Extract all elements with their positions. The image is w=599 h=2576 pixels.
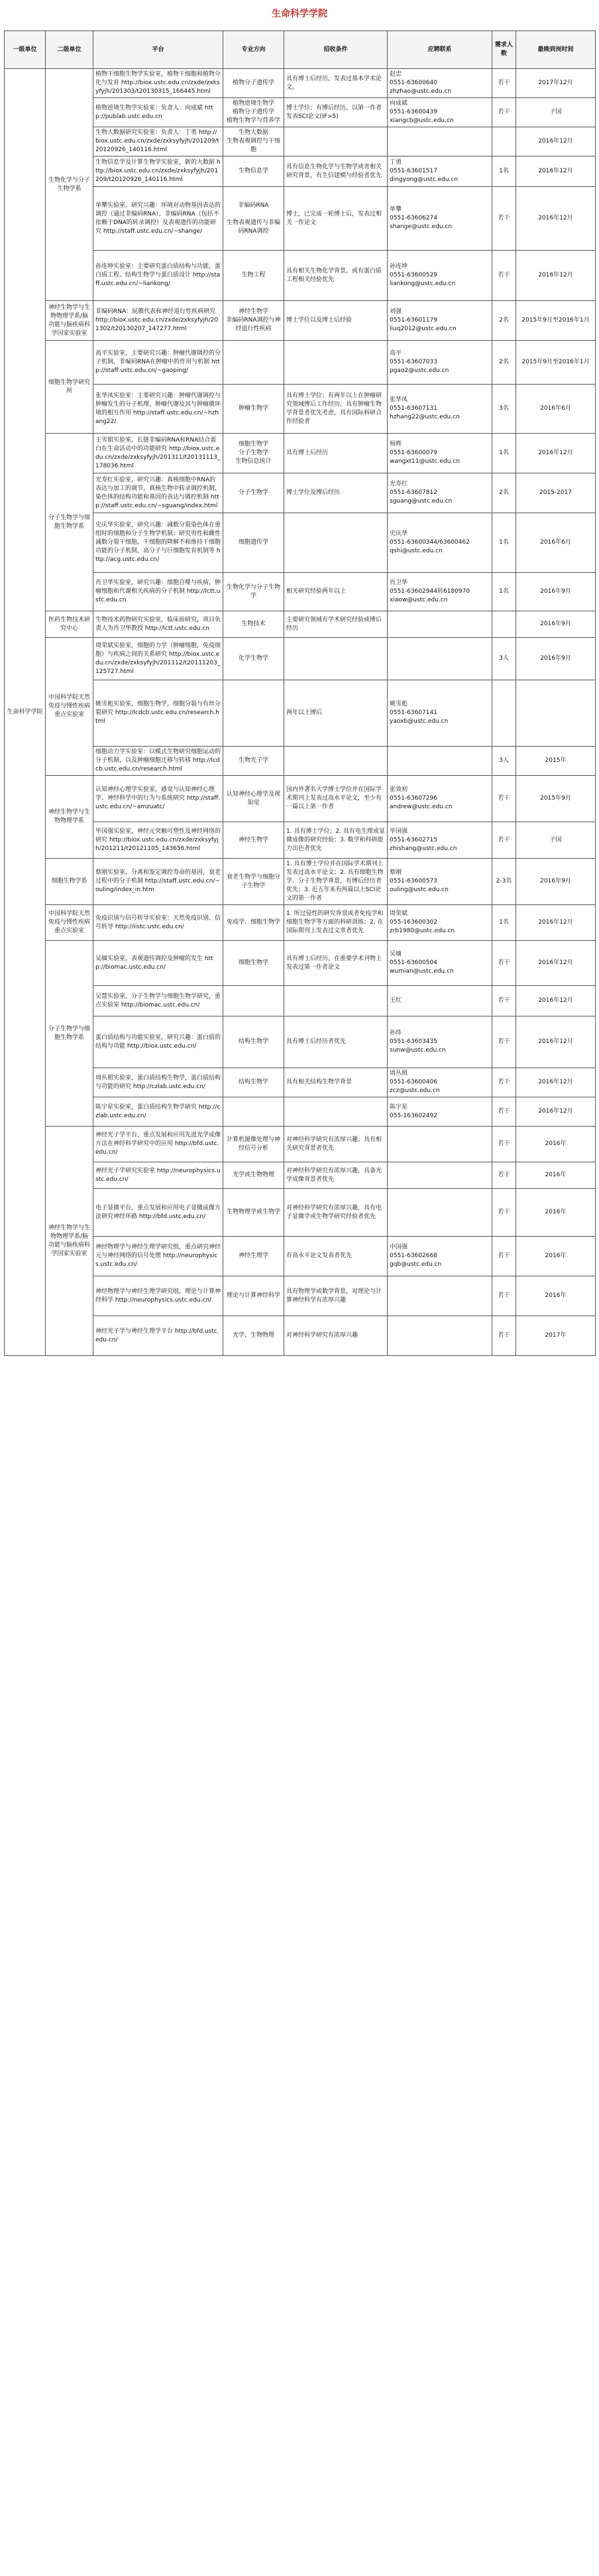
- unit-cell: 神经生物学与生物物理学系: [46, 776, 93, 859]
- platform-cell[interactable]: 神经光子学平台，重点发展和应用先进光学成像方法在神经科学研究中的应用 http://bfd.ustc.edu.cn/: [93, 1127, 223, 1162]
- quota-cell: 若干: [492, 98, 516, 127]
- unit-cell: 神经生物学与生物物理学系/脑功能与脑疾病科学国家实验室: [46, 301, 93, 341]
- contact-cell[interactable]: 姚雪彪 0551-63607141 yaoxb@ustc.edu.cn: [388, 680, 492, 747]
- quota-cell: 2名: [492, 473, 516, 513]
- platform-cell[interactable]: 张华凤实验室：主要研究兴趣：肿瘤代谢调控与肿瘤发生的分子机理，肿瘤代谢及其与肿瘤微环境的相互作用 http://staff.ustc.edu.cn/~hzhang22/: [93, 385, 223, 434]
- major-cell: [223, 1097, 284, 1127]
- quota-cell: 若干: [492, 1068, 516, 1097]
- contact-cell[interactable]: [388, 747, 492, 776]
- table-row: [5, 434, 596, 473]
- condition-cell: 具有相关生物化学背景，或有蛋白质工程相关经验优先: [284, 251, 388, 301]
- major-cell: 生物大数据 生物表观调控与干细胞: [223, 127, 284, 156]
- contact-cell[interactable]: 陈宇星 055-163602492: [388, 1097, 492, 1127]
- deadline-cell: 2016年9月: [516, 573, 596, 611]
- deadline-cell: 2016年9月: [516, 611, 596, 638]
- platform-cell[interactable]: 吴缅实验室，表观遗传调控及肿瘤的发生 http://biomac.ustc.edu.cn/: [93, 941, 223, 986]
- platform-cell[interactable]: 认知神经心理学实验室，感觉与认知神经心理学、神经科学中的行为与系统研究 http://staff.ustc.edu.cn/~amzuatc/: [93, 776, 223, 822]
- condition-cell: [284, 127, 388, 156]
- contact-cell[interactable]: 肖卫华 0551-63602944转6180970 xiaow@ustc.edu.cn: [388, 573, 492, 611]
- platform-cell[interactable]: 孙连坤实验室：主要研究蛋白质结构与功能，蛋白质工程、结构生物学与蛋白质设计 http://staff.ustc.edu.cn/~liankong/: [93, 251, 223, 301]
- platform-cell[interactable]: 植物干细胞生物学实验室，植物干细胞和植物分化与发育 http://biox.ustc.edu.cn/zxde/zxksyfyjh/201303/t20130315_166445.html: [93, 69, 223, 98]
- condition-cell: 具有博士后经历，在重要学术刊物上发表过第一作者论文: [284, 941, 388, 986]
- condition-cell: 对神经科学研究有浓厚兴趣，具备光学成像背景者优先: [284, 1162, 388, 1189]
- platform-cell[interactable]: 吴慧实验室，分子生物学与细胞生物学研究，重点实验室 http://biomac.ustc.edu.cn/: [93, 986, 223, 1016]
- condition-cell: 博士，已完成一轮博士后，发表过相关一作论文: [284, 187, 388, 251]
- major-cell: 肿瘤生物学: [223, 385, 284, 434]
- table-row: [5, 638, 596, 680]
- table-row: [5, 341, 596, 385]
- condition-cell: 具有物理学或数学背景，对理论与计算神经科学有浓厚兴趣: [284, 1276, 388, 1316]
- deadline-cell: 2016年12月: [516, 434, 596, 473]
- platform-cell[interactable]: 植物逆境生物学实验室：负责人：向成斌 http://publab.ustc.edu.cn: [93, 98, 223, 127]
- unit-cell: 分子生物学与细胞生物学系: [46, 941, 93, 1127]
- major-cell: [223, 341, 284, 385]
- major-cell: 计算机图像处理与神经信号分析: [223, 1127, 284, 1162]
- quota-cell: 若干: [492, 1016, 516, 1068]
- deadline-cell: 2016年9月: [516, 638, 596, 680]
- college-cell: 生命科学学院: [5, 69, 46, 1356]
- unit-cell: 神经生物学与生物物理学系/脑功能与脑疾病科学国家实验室: [46, 1127, 93, 1356]
- unit-cell: 医药生物技术研究中心: [46, 611, 93, 638]
- major-cell: 理论与计算神经科学: [223, 1276, 284, 1316]
- major-cell: 生物物理学或生物学: [223, 1189, 284, 1237]
- deadline-cell: 2016年: [516, 1237, 596, 1276]
- contact-cell[interactable]: 高平 0551-63607033 pgao2@ustc.edu.cn: [388, 341, 492, 385]
- condition-cell: 博士学位及博后经历: [284, 473, 388, 513]
- platform-cell[interactable]: 生物信息学及计算生物学实验室，新的大数据 http://biox.ustc.edu.cn/zxde/zxksyfyjh/201209/t20120926_140116.html: [93, 156, 223, 187]
- major-cell: 细胞生物学: [223, 941, 284, 986]
- platform-cell[interactable]: 蛋白质结构与功能实验室，研究兴趣：蛋白质的结构与功能 http://biox.ustc.edu.cn/: [93, 1016, 223, 1068]
- quota-cell: 1名: [492, 434, 516, 473]
- condition-cell: 具有博士学位；有两年以上在肿瘤研究领域博后工作经历，具有肿瘤生物学背景者优先考虑，具有国际科研合作经验者: [284, 385, 388, 434]
- table-row: [5, 156, 596, 187]
- quota-cell: 1名: [492, 573, 516, 611]
- table-row: [5, 573, 596, 611]
- major-cell: 光学或生物物理: [223, 1162, 284, 1189]
- table-body: [5, 69, 596, 1356]
- platform-cell[interactable]: 肖卫华实验室，研究兴趣：细胞自噬与疾病，肿瘤细胞和代谢相关疾病的分子机制 http://lctt.ustc.edu.cn: [93, 573, 223, 611]
- col-header: 最晚到岗时间: [516, 31, 596, 69]
- major-cell: 认知神经心理学及视知觉: [223, 776, 284, 822]
- condition-cell: 具有博士后经历，发表过基本学术论文。: [284, 69, 388, 98]
- table-row: [5, 1276, 596, 1316]
- contact-cell[interactable]: 杨辉 0551-63600079 wangxt11@ustc.edu.cn: [388, 434, 492, 473]
- quota-cell: 1名: [492, 905, 516, 941]
- quota-cell: [492, 611, 516, 638]
- platform-cell[interactable]: 神经物理学与神经生理学研究组，理论与计算神经科学 http://neurophysics.ustc.edu.cn/: [93, 1276, 223, 1316]
- contact-cell[interactable]: 周丛照 0551-63600406 zcz@ustc.edu.cn: [388, 1068, 492, 1097]
- table-row: [5, 1127, 596, 1162]
- table-row: [5, 1189, 596, 1237]
- condition-cell: 两年以上博后: [284, 680, 388, 747]
- unit-cell: 生物化学与分子生物学系: [46, 69, 93, 301]
- deadline-cell: 2015年: [516, 747, 596, 776]
- col-header: 专业方向: [223, 31, 284, 69]
- major-cell: 结构生物学: [223, 1068, 284, 1097]
- table-row: [5, 747, 596, 776]
- quota-cell: 1名: [492, 156, 516, 187]
- contact-cell[interactable]: 单攀 0551-63606274 shange@ustc.edu.cn: [388, 187, 492, 251]
- condition-cell: 具有相关结构生物学背景: [284, 1068, 388, 1097]
- deadline-cell: 2015年9月: [516, 776, 596, 822]
- platform-cell[interactable]: 王雪娟实验室，长链非编码RNA和RNA结合蛋白在生命活动中的功能研究 http://biox.ustc.edu.cn/zxde/zxksyfyjh/201311/t20131113_178036.html: [93, 434, 223, 473]
- major-cell: 植物分子遗传学: [223, 69, 284, 98]
- quota-cell: 若干: [492, 1276, 516, 1316]
- contact-cell[interactable]: 史庆华 0551-63600344/63600462 qshi@ustc.edu.cn: [388, 513, 492, 573]
- col-header: 平台: [93, 31, 223, 69]
- deadline-cell: 2016年6月: [516, 385, 596, 434]
- condition-cell: 对神经科学研究有浓厚兴趣: [284, 1316, 388, 1356]
- major-cell: 化学生物学: [223, 638, 284, 680]
- table-row: [5, 822, 596, 859]
- platform-cell[interactable]: 毕国强实验室，神经元突触可塑性及神经网络的研究 http://biox.ustc.edu.cn/zxde/zxksyfyjh/201211/t20121105_143656.html: [93, 822, 223, 859]
- quota-cell: 若干: [492, 941, 516, 986]
- major-cell: 衰老生物学与细胞分子生物学: [223, 859, 284, 905]
- deadline-cell: 2015年9月至2016年1月: [516, 301, 596, 341]
- contact-cell[interactable]: 吴缅 0551-63600504 wumian@ustc.edu.cn: [388, 941, 492, 986]
- table-header-row: [5, 31, 596, 69]
- page-title: 生命科学学院: [272, 9, 327, 19]
- deadline-cell: 子国: [516, 98, 596, 127]
- contact-cell[interactable]: 刘强 0551-63601179 liuq2012@ustc.edu.cn: [388, 301, 492, 341]
- contact-cell[interactable]: 中国强 0551-63602668 gqb@ustc.edu.cn: [388, 1237, 492, 1276]
- contact-cell[interactable]: [388, 1276, 492, 1316]
- contact-cell[interactable]: 蔡刚 0551-63600573 ouling@ustc.edu.cn: [388, 859, 492, 905]
- quota-cell: 若干: [492, 1316, 516, 1356]
- deadline-cell: 2017年12月: [516, 69, 596, 98]
- condition-cell: 具有博士后经历: [284, 434, 388, 473]
- deadline-cell: 2016年12月: [516, 1068, 596, 1097]
- deadline-cell: 2017年: [516, 1316, 596, 1356]
- table-row: [5, 69, 596, 98]
- deadline-cell: 2016年12月: [516, 251, 596, 301]
- quota-cell: 3人: [492, 747, 516, 776]
- quota-cell: 2名: [492, 341, 516, 385]
- platform-cell[interactable]: 周荣斌实验室，细胞的力学（肿瘤细胞，免疫细胞）与疾病之间的关系研究 http://biox.ustc.edu.cn/zxde/zxksyfyjh/201112/t20111203_125727.html: [93, 638, 223, 680]
- platform-cell[interactable]: 神经光子学研究实验室 http://neurophysics.ustc.edu.cn/: [93, 1162, 223, 1189]
- col-header: 一级单位: [5, 31, 46, 69]
- platform-cell[interactable]: 史庆华实验室，研究兴趣：减数分裂染色体在重组时的细胞和分子生物学机制；研究男性和雌性减数分裂干细胞，干细胞的降解不和维持干细胞功能的分子机制，高分子与巨细胞发育机制等 http://acg.ustc.edu.cn/: [93, 513, 223, 573]
- contact-cell[interactable]: [388, 611, 492, 638]
- quota-cell: 若干: [492, 251, 516, 301]
- quota-cell: 若干: [492, 986, 516, 1016]
- platform-cell[interactable]: 免疫识别与信号转导实验室：天然免疫识别、信号转导 http://iistc.ustc.edu.cn/: [93, 905, 223, 941]
- condition-cell: 相关研究经验两年以上: [284, 573, 388, 611]
- recruitment-table: [4, 31, 596, 1356]
- deadline-cell: 2016年12月: [516, 941, 596, 986]
- condition-cell: [284, 341, 388, 385]
- table-row: [5, 1016, 596, 1068]
- quota-cell: 若干: [492, 187, 516, 251]
- quota-cell: 2-3名: [492, 859, 516, 905]
- table-row: [5, 1237, 596, 1276]
- major-cell: 生物技术: [223, 611, 284, 638]
- condition-cell: 1. 具有博士学位；2. 具有电生理或显微成像的研究经验；3. 数学和科研能力出色者优先: [284, 822, 388, 859]
- table-row: [5, 127, 596, 156]
- major-cell: 分子生物学: [223, 473, 284, 513]
- contact-cell[interactable]: 孙炜 0551-63603435 sunw@ustc.edu.cn: [388, 1016, 492, 1068]
- quota-cell: 若干: [492, 69, 516, 98]
- quota-cell: 若干: [492, 1162, 516, 1189]
- deadline-cell: 2015-2017: [516, 473, 596, 513]
- major-cell: 非编码RNA 生物表观遗传与非编码RNA调控: [223, 187, 284, 251]
- deadline-cell: [516, 680, 596, 747]
- deadline-cell: 2016年: [516, 1127, 596, 1162]
- major-cell: 神经生物学: [223, 822, 284, 859]
- platform-cell[interactable]: 周丛照实验室，蛋白质结构生物学，蛋白质结构与功能的研究 http://czlab.ustc.edu.cn/: [93, 1068, 223, 1097]
- condition-cell: [284, 986, 388, 1016]
- unit-cell: 分子生物学与细胞生物学系: [46, 434, 93, 611]
- major-cell: 生物化学与分子生物学: [223, 573, 284, 611]
- contact-cell[interactable]: 丁勇 0551-63601517 dingyong@ustc.edu.cn: [388, 156, 492, 187]
- deadline-cell: 2016年12月: [516, 187, 596, 251]
- table-row: [5, 473, 596, 513]
- deadline-cell: 2016年12月: [516, 1016, 596, 1068]
- condition-cell: 主要研究领域有学术研究经验或博后经历: [284, 611, 388, 638]
- platform-cell[interactable]: 单攀实验室，研究兴趣：环境对动物基因表达的调控（通过非编码RNA），非编码RNA（包括不依赖于DNA的转录调控）及表观遗传的功能研究 http://staff.ustc.edu.cn/~shange/: [93, 187, 223, 251]
- condition-cell: 有高水平论文发表者优先: [284, 1237, 388, 1276]
- table-row: [5, 187, 596, 251]
- contact-cell[interactable]: [388, 1316, 492, 1356]
- deadline-cell: 2016年6月: [516, 513, 596, 573]
- table-row: [5, 611, 596, 638]
- quota-cell: [492, 680, 516, 747]
- deadline-cell: 2016年: [516, 1276, 596, 1316]
- platform-cell[interactable]: 陈宇星实验室，蛋白质结构生物学研究 http://czlab.ustc.edu.cn/: [93, 1097, 223, 1127]
- table-row: [5, 1097, 596, 1127]
- platform-cell[interactable]: 蔡刚实验室，分离和鉴定调控寿命的基因，衰老过程中的分子机制 http://staff.ustc.edu.cn/~ouling/index_in.htm: [93, 859, 223, 905]
- condition-cell: 1. 所过侵性的研究背景或者免疫学和细胞生物学等方面的科研训练；2. 在国际期刊上发表过文章者优先: [284, 905, 388, 941]
- platform-cell[interactable]: 光寿红实验室，研究兴趣：真核细胞中RNA的表达与加工的调节，真核生物中转录调控机制，染色体的结构功能和基因的表达与调控机制 http://staff.ustc.edu.cn/~sguang/index.html: [93, 473, 223, 513]
- condition-cell: 具有博士后经历者优先: [284, 1016, 388, 1068]
- deadline-cell: 2016年12月: [516, 127, 596, 156]
- platform-cell[interactable]: 姚雪彪实验室，细胞生物学，细胞分裂与有丝分裂研究 http://lcdcb.ustc.edu.cn/research.html: [93, 680, 223, 747]
- deadline-cell: 2016年12月: [516, 1097, 596, 1127]
- major-cell: 生物光子学: [223, 747, 284, 776]
- quota-cell: 2名: [492, 301, 516, 341]
- major-cell: 细胞遗传学: [223, 513, 284, 573]
- deadline-cell: 2016年9月: [516, 859, 596, 905]
- major-cell: [223, 680, 284, 747]
- deadline-cell: 2016年: [516, 1189, 596, 1237]
- quota-cell: 若干: [492, 822, 516, 859]
- quota-cell: 若干: [492, 1097, 516, 1127]
- unit-cell: 中国科学院天然免疫与慢性疾病重点实验室: [46, 638, 93, 776]
- table-row: [5, 1068, 596, 1097]
- condition-cell: 博士学位；有博后经历，以第一作者发表SCI论文(IF>5): [284, 98, 388, 127]
- quota-cell: 若干: [492, 1127, 516, 1162]
- table-row: [5, 251, 596, 301]
- platform-cell[interactable]: 生物大数据研究实验室：负责人：丁勇 http://biox.ustc.edu.cn/zxde/zxksyfyjh/201209/t20120926_140116.html: [93, 127, 223, 156]
- major-cell: 神经生理学: [223, 1237, 284, 1276]
- platform-cell[interactable]: 神经光子学与神经生理学平台 http://bfd.ustc.edu.cn/: [93, 1316, 223, 1356]
- table-row: [5, 513, 596, 573]
- platform-cell[interactable]: 电子显微平台，重点发展和应用电子显微成像方法研究神经环路 http://bfd.ustc.edu.cn/: [93, 1189, 223, 1237]
- platform-cell[interactable]: 细胞动力学实验室：以模式生物研究细胞运动的分子机制，以及肿瘤细胞迁移与转移 http://lcdcb.ustc.edu.cn/research.html: [93, 747, 223, 776]
- condition-cell: 具有信息生物化学与生物学或者相关研究背景，有生信建模与经验者优先: [284, 156, 388, 187]
- deadline-cell: 2015年9月至2016年1月: [516, 341, 596, 385]
- contact-cell[interactable]: 王红: [388, 986, 492, 1016]
- quota-cell: 若干: [492, 776, 516, 822]
- deadline-cell: 2016年12月: [516, 905, 596, 941]
- major-cell: 免疫学、细胞生物学: [223, 905, 284, 941]
- condition-cell: [284, 513, 388, 573]
- contact-cell[interactable]: 张效初 0551-63607296 andrew@ustc.edu.cn: [388, 776, 492, 822]
- table-row: [5, 385, 596, 434]
- platform-cell[interactable]: 高平实验室，主要研究兴趣：肿瘤代谢调控的分子机制，非编码RNA在肿瘤中的作用与机制 http://staff.ustc.edu.cn/~gaoping/: [93, 341, 223, 385]
- contact-cell[interactable]: 赵忠 0551-63600640 zhzhao@ustc.edu.cn: [388, 69, 492, 98]
- major-cell: 细胞生物学 分子生物学 生物信息统计: [223, 434, 284, 473]
- quota-cell: 1名: [492, 513, 516, 573]
- condition-cell: [284, 747, 388, 776]
- platform-cell[interactable]: 神经物理学与神经生理学研究组，重点研究神经元与神经网络的信号处理 http://neurophysics.ustc.edu.cn/: [93, 1237, 223, 1276]
- major-cell: 生物工程: [223, 251, 284, 301]
- col-header: 招收条件: [284, 31, 388, 69]
- unit-cell: 细胞生物学研究所: [46, 341, 93, 434]
- deadline-cell: 子国: [516, 822, 596, 859]
- table-row: [5, 301, 596, 341]
- major-cell: 结构生物学: [223, 1016, 284, 1068]
- condition-cell: [284, 1097, 388, 1127]
- condition-cell: 对神经科学研究有浓厚兴趣；具有相关研究背景者优先: [284, 1127, 388, 1162]
- contact-cell[interactable]: [388, 1189, 492, 1237]
- col-header: 需求人数: [492, 31, 516, 69]
- table-row: [5, 859, 596, 905]
- table-row: [5, 905, 596, 941]
- table-row: [5, 986, 596, 1016]
- contact-cell[interactable]: 周荣斌 055-163600302 zrb1980@ustc.edu.cn: [388, 905, 492, 941]
- contact-cell[interactable]: [388, 1127, 492, 1162]
- platform-cell[interactable]: 生物技术药物研究实验室，临床前研究，项目负责人为肖卫华教授 http://lctt.ustc.edu.cn: [93, 611, 223, 638]
- table-row: [5, 776, 596, 822]
- contact-cell[interactable]: 毕国强 0551-63602715 zhishang@ustc.edu.cn: [388, 822, 492, 859]
- contact-cell[interactable]: 张华凤 0551-63607131 hzhang22@ustc.edu.cn: [388, 385, 492, 434]
- col-header: 二级单位: [46, 31, 93, 69]
- major-cell: 植物逆境生物学 植物分子遗传学 植物生物学与营养学: [223, 98, 284, 127]
- quota-cell: [492, 127, 516, 156]
- contact-cell[interactable]: [388, 638, 492, 680]
- major-cell: 生物信息学: [223, 156, 284, 187]
- quota-cell: 3人: [492, 638, 516, 680]
- condition-cell: 1. 具有博士学位并在国际学术期刊上发表过高水平论文；2. 具有细胞生物学、分子生物学背景，有博后经历者优先；3. 近五年来有两篇以上SCI论文的第一作者: [284, 859, 388, 905]
- condition-cell: 国内外著名大学博士学位并在国际学术期刊上发表过高水平论文，至少有一篇以上第一作者: [284, 776, 388, 822]
- condition-cell: [284, 638, 388, 680]
- major-cell: [223, 986, 284, 1016]
- deadline-cell: 2016年12月: [516, 986, 596, 1016]
- contact-cell[interactable]: 光寿红 0551-63607812 sguang@ustc.edu.cn: [388, 473, 492, 513]
- major-cell: 神经生物学 非编码RNA调控与神经退行性疾病: [223, 301, 284, 341]
- platform-cell[interactable]: 非编码RNA：屁膜代表和神经退行性疾病研究 http://biox.ustc.edu.cn/zxde/zxksyfyjh/201302/t20130207_147277.html: [93, 301, 223, 341]
- unit-cell: 中国科学院天然免疫与慢性疾病重点实验室: [46, 905, 93, 941]
- unit-cell: 细胞生物学系: [46, 859, 93, 905]
- table-row: [5, 680, 596, 747]
- deadline-cell: 2016年12月: [516, 156, 596, 187]
- table-row: [5, 98, 596, 127]
- quota-cell: 若干: [492, 1237, 516, 1276]
- quota-cell: 3名: [492, 385, 516, 434]
- col-header: 应聘联系: [388, 31, 492, 69]
- major-cell: 光学、生物物理: [223, 1316, 284, 1356]
- table-row: [5, 941, 596, 986]
- quota-cell: 若干: [492, 1189, 516, 1237]
- table-row: [5, 1162, 596, 1189]
- contact-cell[interactable]: [388, 1162, 492, 1189]
- table-row: [5, 1316, 596, 1356]
- condition-cell: 博士学位以及博士后经验: [284, 301, 388, 341]
- contact-cell[interactable]: 孙连坤 0551-63600529 liankong@ustc.edu.cn: [388, 251, 492, 301]
- condition-cell: 对神经科学研究有浓厚兴趣，具有电子显微学或生物学研究经验者优先: [284, 1189, 388, 1237]
- contact-cell[interactable]: [388, 127, 492, 156]
- contact-cell[interactable]: 向成斌 0551-63600439 xiangcb@ustc.edu.cn: [388, 98, 492, 127]
- deadline-cell: 2016年: [516, 1162, 596, 1189]
